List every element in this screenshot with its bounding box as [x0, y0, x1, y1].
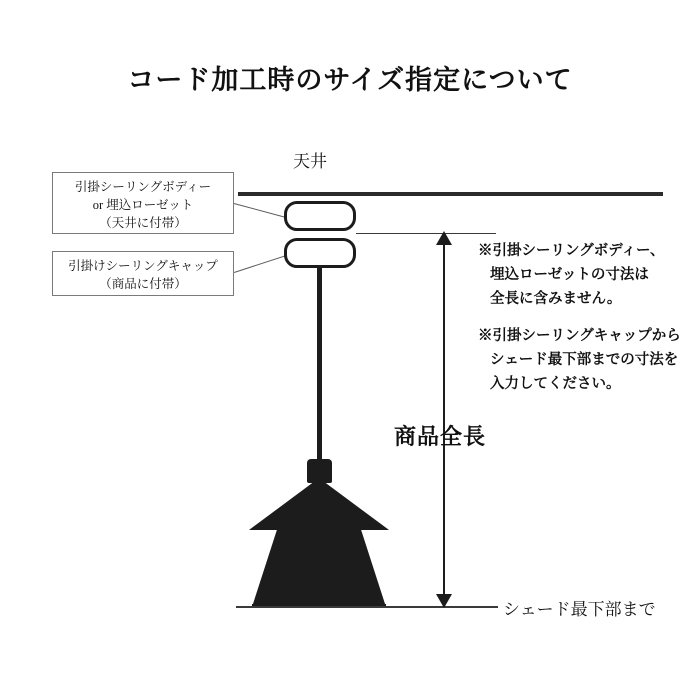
callout-ceiling-cap-line-2: （商品に付帯） — [99, 277, 187, 292]
bottom-reference-line-right — [455, 606, 498, 608]
note-input — [478, 325, 681, 397]
callout-ceiling-cap-line-1: 引掛けシーリングキャップ — [68, 259, 218, 273]
ceiling-body-shape — [284, 201, 356, 231]
ceiling-line — [238, 192, 663, 196]
note-exclusion — [478, 240, 664, 312]
leader-line-ceiling-cap — [234, 253, 291, 272]
bottom-reference-line — [236, 606, 492, 608]
ceiling-label: 天井 — [293, 152, 327, 171]
page-title: コード加工時のサイズ指定について — [127, 65, 573, 95]
callout-ceiling-cap — [52, 251, 234, 296]
callout-ceiling-body-line-2: or 埋込ローゼット — [92, 198, 194, 213]
shade-upper-cone — [249, 478, 389, 530]
leader-line-ceiling-body — [234, 203, 288, 218]
top-reference-line — [356, 233, 496, 234]
total-length-label: 商品全長 — [394, 424, 487, 449]
note-input-line-1: ※引掛シーリングキャップから — [478, 328, 681, 344]
callout-ceiling-body — [52, 172, 234, 234]
ceiling-cap-shape — [284, 238, 356, 268]
note-exclusion-line-2: 埋込ローゼットの寸法は — [490, 266, 649, 283]
cord-shape — [317, 266, 322, 464]
shade-lower-trapezoid — [252, 524, 386, 607]
shade-bottom-label: シェード最下部まで — [503, 600, 656, 619]
callout-ceiling-body-line-1: 引掛シーリングボディー — [74, 180, 212, 194]
arrow-down-icon — [436, 594, 452, 608]
note-input-line-3: 入力してください。 — [490, 375, 621, 392]
note-exclusion-line-3: 全長に含みません。 — [490, 290, 622, 307]
note-input-line-2: シェード最下部までの寸法を — [490, 351, 679, 368]
callout-ceiling-body-line-3: （天井に付帯） — [99, 216, 187, 231]
arrow-up-icon — [436, 231, 452, 245]
note-exclusion-line-1: ※引掛シーリングボディー、 — [478, 243, 665, 259]
